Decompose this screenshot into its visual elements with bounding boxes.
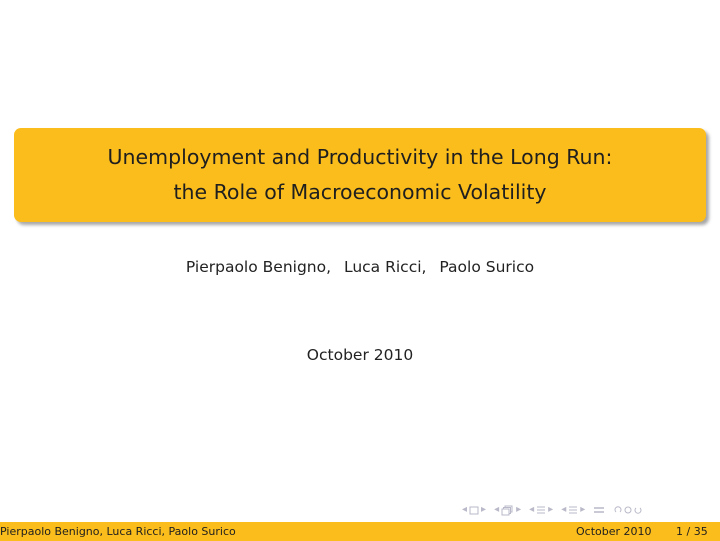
slide-icon[interactable]: [469, 506, 479, 515]
title-line-1: Unemployment and Productivity in the Long Run:: [107, 145, 613, 169]
nav-right-arrow-icon[interactable]: ▸: [548, 504, 554, 515]
section-icon[interactable]: [568, 505, 578, 515]
nav-frame-group: [494, 502, 521, 518]
author-2: Luca Ricci,: [343, 258, 427, 276]
nav-search-group: [613, 504, 643, 516]
footer-authors: Pierpaolo Benigno, Luca Ricci, Paolo Surico: [0, 525, 236, 538]
nav-right-arrow-icon[interactable]: ▸: [580, 504, 586, 515]
nav-right-arrow-icon[interactable]: ▸: [516, 504, 522, 515]
author-3: Paolo Surico: [439, 258, 535, 276]
nav-slide-group: [462, 502, 486, 518]
search-back-icon[interactable]: [613, 504, 643, 516]
presentation-date: October 2010: [306, 346, 414, 364]
authors: [0, 258, 720, 276]
navigation-bar: [462, 502, 712, 518]
nav-right-arrow-icon[interactable]: ▸: [481, 504, 487, 515]
footer-bar: [0, 522, 720, 541]
align-icon[interactable]: [593, 505, 605, 515]
footer-date: October 2010: [576, 525, 652, 538]
author-1: Pierpaolo Benigno,: [185, 258, 332, 276]
nav-left-arrow-icon[interactable]: ◂: [561, 504, 567, 515]
nav-subsection-group: [529, 502, 553, 518]
nav-align-group: [593, 505, 605, 515]
subsection-icon[interactable]: [536, 505, 546, 515]
frame-icon[interactable]: [501, 505, 514, 516]
nav-left-arrow-icon[interactable]: ◂: [494, 504, 500, 515]
nav-section-group: [561, 502, 585, 518]
title-line-2: the Role of Macroeconomic Volatility: [173, 180, 547, 204]
title-block: [14, 128, 706, 222]
footer-page-number: 1 / 35: [676, 525, 708, 538]
nav-left-arrow-icon[interactable]: ◂: [529, 504, 535, 515]
nav-left-arrow-icon[interactable]: ◂: [462, 504, 468, 515]
